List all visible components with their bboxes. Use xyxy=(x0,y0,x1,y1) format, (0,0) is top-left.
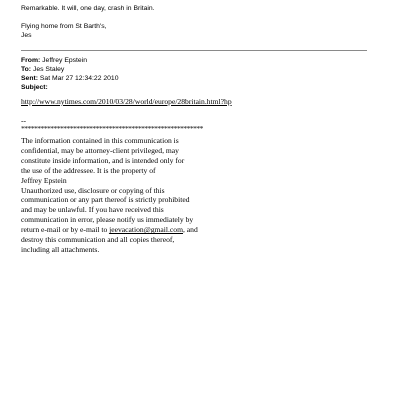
from-row xyxy=(21,56,119,65)
disclaimer-line xyxy=(21,225,198,235)
asterisk-separator: ******************************************************** xyxy=(21,124,203,133)
disclaimer-text: , and xyxy=(182,225,198,235)
disclaimer-line: communication or any part thereof is strictly prohibited xyxy=(21,195,190,205)
from-label: From: xyxy=(21,57,41,64)
disclaimer-line: constitute inside information, and is intended only for xyxy=(21,155,185,165)
disclaimer-line: confidential, may be attorney-client privileged, may xyxy=(21,145,179,155)
subject-label: Subject: xyxy=(21,84,48,91)
disclaimer-line: including all attachments. xyxy=(21,244,100,254)
disclaimer-line: The information contained in this communication is xyxy=(21,136,179,145)
reply-line: Remarkable. It will, one day, crash in Britain. xyxy=(21,5,155,12)
disclaimer-line: Jeffrey Epstein xyxy=(21,175,67,185)
reply-signature: Jes xyxy=(21,32,32,39)
message-divider xyxy=(21,50,367,51)
article-link[interactable]: http://www.nytimes.com/2010/03/28/world/europe/28britain.html?hp xyxy=(21,97,232,106)
subject-row xyxy=(21,83,119,92)
sent-value: Sat Mar 27 12:34:22 2010 xyxy=(39,75,119,82)
disclaimer-line: communication in error, please notify us immediately by xyxy=(21,215,194,225)
disclaimer-text: return e-mail or by e-mail to xyxy=(21,225,110,235)
disclaimer-line: the use of the addressee. It is the property of xyxy=(21,165,156,175)
disclaimer-line: Unauthorized use, disclosure or copying of this xyxy=(21,185,165,195)
from-value: Jeffrey Epstein xyxy=(42,57,87,64)
disclaimer-line: and may be unlawful. If you have received this xyxy=(21,205,164,215)
email-link[interactable]: jeevacation@gmail.com xyxy=(109,225,183,235)
reply-line: Flying home from St Barth's, xyxy=(21,23,107,30)
to-row xyxy=(21,65,119,74)
to-value: Jes Staley xyxy=(32,66,65,73)
to-label: To: xyxy=(21,66,32,73)
forwarded-header xyxy=(21,56,119,92)
article-link-line xyxy=(21,97,232,107)
sent-label: Sent: xyxy=(21,75,38,82)
reply-body xyxy=(21,4,155,40)
blank-line xyxy=(21,13,155,22)
sent-row xyxy=(21,74,119,83)
confidentiality-disclaimer xyxy=(21,136,198,255)
signature-dashes: -- xyxy=(21,116,27,125)
disclaimer-line: destroy this communication and all copies thereof, xyxy=(21,235,175,245)
